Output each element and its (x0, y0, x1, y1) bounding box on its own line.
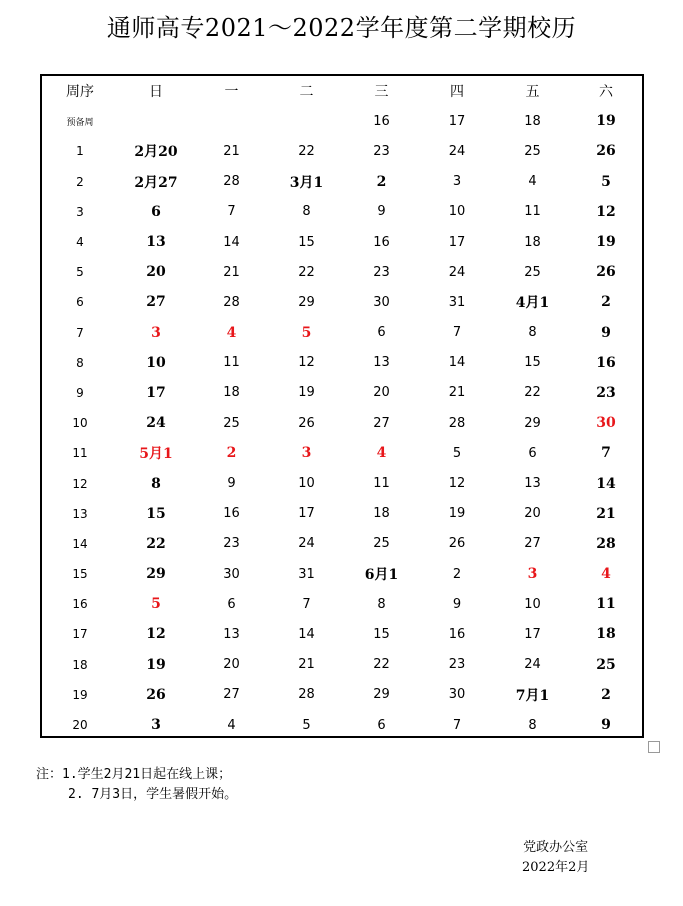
table-row (42, 318, 642, 348)
day-cell: 28 (298, 687, 315, 703)
day-cell: 3 (527, 566, 538, 583)
week-number-cell: 7 (76, 325, 84, 340)
week-number-cell: 18 (72, 657, 88, 672)
day-cell: 6 (377, 717, 386, 733)
day-cell: 9 (377, 204, 386, 220)
day-cell: 12 (146, 626, 166, 643)
day-cell: 11 (596, 596, 616, 613)
day-cell: 25 (524, 143, 541, 159)
day-cell: 25 (373, 536, 390, 552)
day-cell: 17 (298, 506, 315, 522)
week-number-cell: 10 (72, 416, 88, 431)
day-cell: 25 (223, 415, 240, 431)
day-cell: 23 (596, 384, 616, 401)
day-cell: 3 (301, 445, 312, 462)
week-number-cell: 预备周 (66, 117, 94, 128)
day-cell: 9 (227, 476, 236, 492)
day-cell: 19 (448, 506, 466, 522)
day-cell: 4 (601, 566, 611, 583)
day-cell: 18 (223, 385, 240, 401)
table-row (42, 650, 642, 680)
week-number-cell: 20 (72, 718, 88, 733)
day-cell: 3 (151, 324, 161, 341)
table-row (42, 287, 642, 317)
header-thursday: 四 (450, 84, 464, 101)
day-cell: 23 (373, 143, 390, 159)
day-cell: 14 (223, 234, 240, 250)
day-cell: 4 (528, 174, 537, 190)
day-cell: 13 (146, 234, 166, 251)
day-cell: 23 (373, 264, 390, 280)
week-number-cell: 14 (72, 536, 88, 551)
day-cell: 28 (223, 294, 240, 310)
day-cell: 29 (524, 415, 541, 431)
day-cell: 25 (524, 264, 541, 280)
header-wednesday: 三 (374, 84, 389, 101)
table-row (42, 378, 642, 408)
week-number-cell: 3 (76, 204, 84, 219)
day-cell: 8 (151, 475, 161, 492)
day-cell: 9 (601, 717, 611, 734)
day-cell: 16 (223, 506, 240, 522)
day-cell: 4 (227, 717, 236, 733)
day-cell: 2 (226, 445, 237, 462)
header-friday: 五 (525, 84, 540, 101)
table-row (42, 408, 642, 438)
day-cell: 6 (227, 596, 236, 612)
day-cell: 21 (223, 143, 240, 159)
day-cell: 26 (596, 264, 616, 281)
day-cell: 18 (524, 234, 541, 250)
day-cell: 16 (373, 113, 390, 129)
day-cell: 2 (376, 173, 387, 190)
day-cell: 10 (298, 476, 315, 492)
day-cell: 5 (301, 324, 312, 341)
day-cell: 24 (448, 143, 466, 159)
table-row (42, 559, 642, 589)
week-number-cell: 6 (76, 295, 84, 310)
day-cell: 31 (448, 294, 466, 310)
day-cell: 14 (596, 475, 616, 492)
day-cell: 21 (223, 264, 240, 280)
table-row (42, 499, 642, 529)
day-cell: 28 (448, 415, 466, 431)
day-cell: 19 (298, 385, 315, 401)
day-cell: 7 (227, 204, 236, 220)
day-cell: 13 (373, 355, 390, 371)
day-cell: 30 (223, 566, 240, 582)
note-line-2: 2. 7月3日，学生暑假开始。 (68, 787, 238, 802)
day-cell: 20 (223, 657, 240, 673)
day-cell: 26 (596, 143, 616, 160)
signature-date: 2022年2月 (522, 860, 590, 875)
week-number-cell: 12 (72, 476, 88, 491)
day-cell: 28 (223, 174, 240, 190)
day-cell: 20 (146, 264, 166, 281)
week-number-cell: 2 (76, 174, 84, 189)
day-cell: 29 (298, 294, 315, 310)
day-cell: 20 (524, 506, 541, 522)
day-cell: 29 (373, 687, 390, 703)
day-cell: 5月1 (139, 446, 173, 463)
header-monday: 一 (224, 84, 239, 101)
table-row (42, 710, 642, 740)
day-cell: 7 (302, 596, 311, 612)
week-number-cell: 5 (76, 265, 84, 280)
day-cell: 16 (596, 354, 616, 371)
day-cell: 10 (448, 204, 466, 220)
day-cell: 17 (146, 384, 166, 401)
day-cell: 22 (298, 143, 315, 159)
day-cell: 2月27 (134, 174, 178, 191)
day-cell (269, 106, 344, 136)
table-row (42, 257, 642, 287)
table-row (42, 468, 642, 498)
day-cell: 24 (146, 415, 166, 432)
day-cell: 7 (601, 445, 611, 462)
header-week: 周序 (66, 84, 94, 101)
table-row (42, 619, 642, 649)
calendar-body (42, 106, 642, 740)
day-cell: 19 (596, 113, 616, 130)
day-cell: 31 (298, 566, 315, 582)
day-cell (118, 106, 194, 136)
day-cell: 7月1 (515, 687, 550, 704)
table-row (42, 197, 642, 227)
day-cell: 6月1 (364, 567, 399, 584)
header-tuesday: 二 (299, 84, 314, 101)
day-cell: 8 (528, 717, 537, 733)
week-number-cell: 17 (72, 627, 88, 642)
table-resize-handle[interactable] (648, 741, 660, 753)
day-cell: 2 (452, 566, 462, 582)
day-cell: 26 (298, 415, 315, 431)
day-cell: 7 (452, 717, 462, 733)
day-cell: 3月1 (289, 174, 324, 191)
day-cell: 13 (223, 626, 240, 642)
day-cell: 2 (601, 294, 611, 311)
day-cell: 9 (452, 596, 462, 612)
day-cell: 22 (146, 535, 166, 552)
day-cell: 19 (596, 234, 616, 251)
day-cell: 11 (223, 355, 240, 371)
day-cell: 12 (448, 476, 466, 492)
day-cell: 8 (302, 204, 311, 220)
day-cell: 5 (452, 445, 462, 461)
day-cell: 7 (452, 325, 462, 341)
day-cell: 24 (298, 536, 315, 552)
day-cell: 6 (377, 325, 386, 341)
day-cell: 27 (146, 294, 166, 311)
day-cell: 30 (373, 294, 390, 310)
note-line-1: 注：1.学生2月21日起在线上课； (36, 767, 232, 782)
day-cell: 5 (151, 596, 161, 613)
day-cell: 13 (524, 476, 541, 492)
day-cell: 8 (377, 596, 386, 612)
day-cell: 22 (298, 264, 315, 280)
day-cell: 15 (373, 626, 390, 642)
calendar-table (42, 76, 642, 740)
header-saturday: 六 (599, 84, 613, 101)
day-cell: 24 (448, 264, 466, 280)
week-number-cell: 15 (72, 567, 88, 582)
day-cell: 9 (601, 324, 611, 341)
table-row (42, 589, 642, 619)
table-row (42, 438, 642, 468)
week-number-cell: 1 (76, 144, 84, 159)
day-cell: 3 (452, 174, 462, 190)
table-row (42, 529, 642, 559)
day-cell: 6 (528, 445, 537, 461)
week-number-cell: 19 (72, 687, 88, 702)
day-cell: 30 (596, 415, 616, 432)
day-cell: 10 (524, 596, 541, 612)
day-cell: 23 (223, 536, 240, 552)
day-cell: 18 (596, 626, 616, 643)
day-cell: 22 (373, 657, 390, 673)
day-cell: 21 (298, 657, 315, 673)
week-number-cell: 13 (72, 506, 88, 521)
week-number-cell: 16 (72, 597, 88, 612)
day-cell: 5 (302, 717, 311, 733)
day-cell: 19 (146, 656, 166, 673)
day-cell: 11 (524, 204, 541, 220)
header-row (42, 76, 642, 106)
day-cell: 14 (448, 355, 466, 371)
week-number-cell: 4 (76, 235, 84, 250)
week-number-cell: 11 (72, 446, 88, 461)
day-cell: 21 (596, 505, 616, 522)
day-cell: 22 (524, 385, 541, 401)
day-cell: 18 (524, 113, 541, 129)
day-cell: 6 (151, 203, 161, 220)
notes (36, 765, 237, 805)
day-cell: 8 (528, 325, 537, 341)
day-cell: 15 (146, 505, 166, 522)
day-cell: 27 (223, 687, 240, 703)
day-cell: 17 (448, 113, 466, 129)
day-cell: 17 (524, 626, 541, 642)
table-row (42, 167, 642, 197)
header-sunday: 日 (149, 84, 163, 101)
day-cell: 23 (448, 657, 466, 673)
day-cell: 5 (601, 173, 611, 190)
day-cell: 20 (373, 385, 390, 401)
day-cell: 27 (373, 415, 390, 431)
day-cell: 12 (298, 355, 315, 371)
table-row (42, 227, 642, 257)
week-number-cell: 9 (76, 385, 84, 400)
day-cell: 24 (524, 657, 541, 673)
day-cell: 29 (146, 566, 166, 583)
day-cell: 4 (376, 445, 387, 462)
day-cell: 4 (226, 324, 237, 341)
day-cell: 26 (448, 536, 466, 552)
day-cell: 30 (448, 687, 466, 703)
day-cell: 28 (596, 535, 616, 552)
calendar-table-frame (40, 74, 644, 738)
table-row (42, 348, 642, 378)
table-row (42, 106, 642, 136)
day-cell: 27 (524, 536, 541, 552)
day-cell: 14 (298, 626, 315, 642)
day-cell: 21 (448, 385, 466, 401)
day-cell: 16 (373, 234, 390, 250)
day-cell: 16 (448, 626, 466, 642)
day-cell: 18 (373, 506, 390, 522)
day-cell: 26 (146, 686, 166, 703)
page-title: 通师高专2021～2022学年度第二学期校历 (106, 14, 577, 42)
day-cell: 2 (601, 686, 611, 703)
day-cell: 17 (448, 234, 466, 250)
week-number-cell: 8 (76, 355, 84, 370)
day-cell: 4月1 (515, 295, 550, 312)
table-row (42, 680, 642, 710)
day-cell: 3 (151, 717, 161, 734)
day-cell: 12 (596, 203, 616, 220)
day-cell: 10 (146, 354, 166, 371)
day-cell (194, 106, 269, 136)
signature-block (522, 838, 589, 878)
table-row (42, 136, 642, 166)
day-cell: 15 (298, 234, 315, 250)
day-cell: 11 (373, 476, 390, 492)
signature-office: 党政办公室 (523, 840, 589, 855)
day-cell: 2月20 (134, 144, 178, 161)
day-cell: 25 (596, 656, 616, 673)
day-cell: 15 (524, 355, 541, 371)
